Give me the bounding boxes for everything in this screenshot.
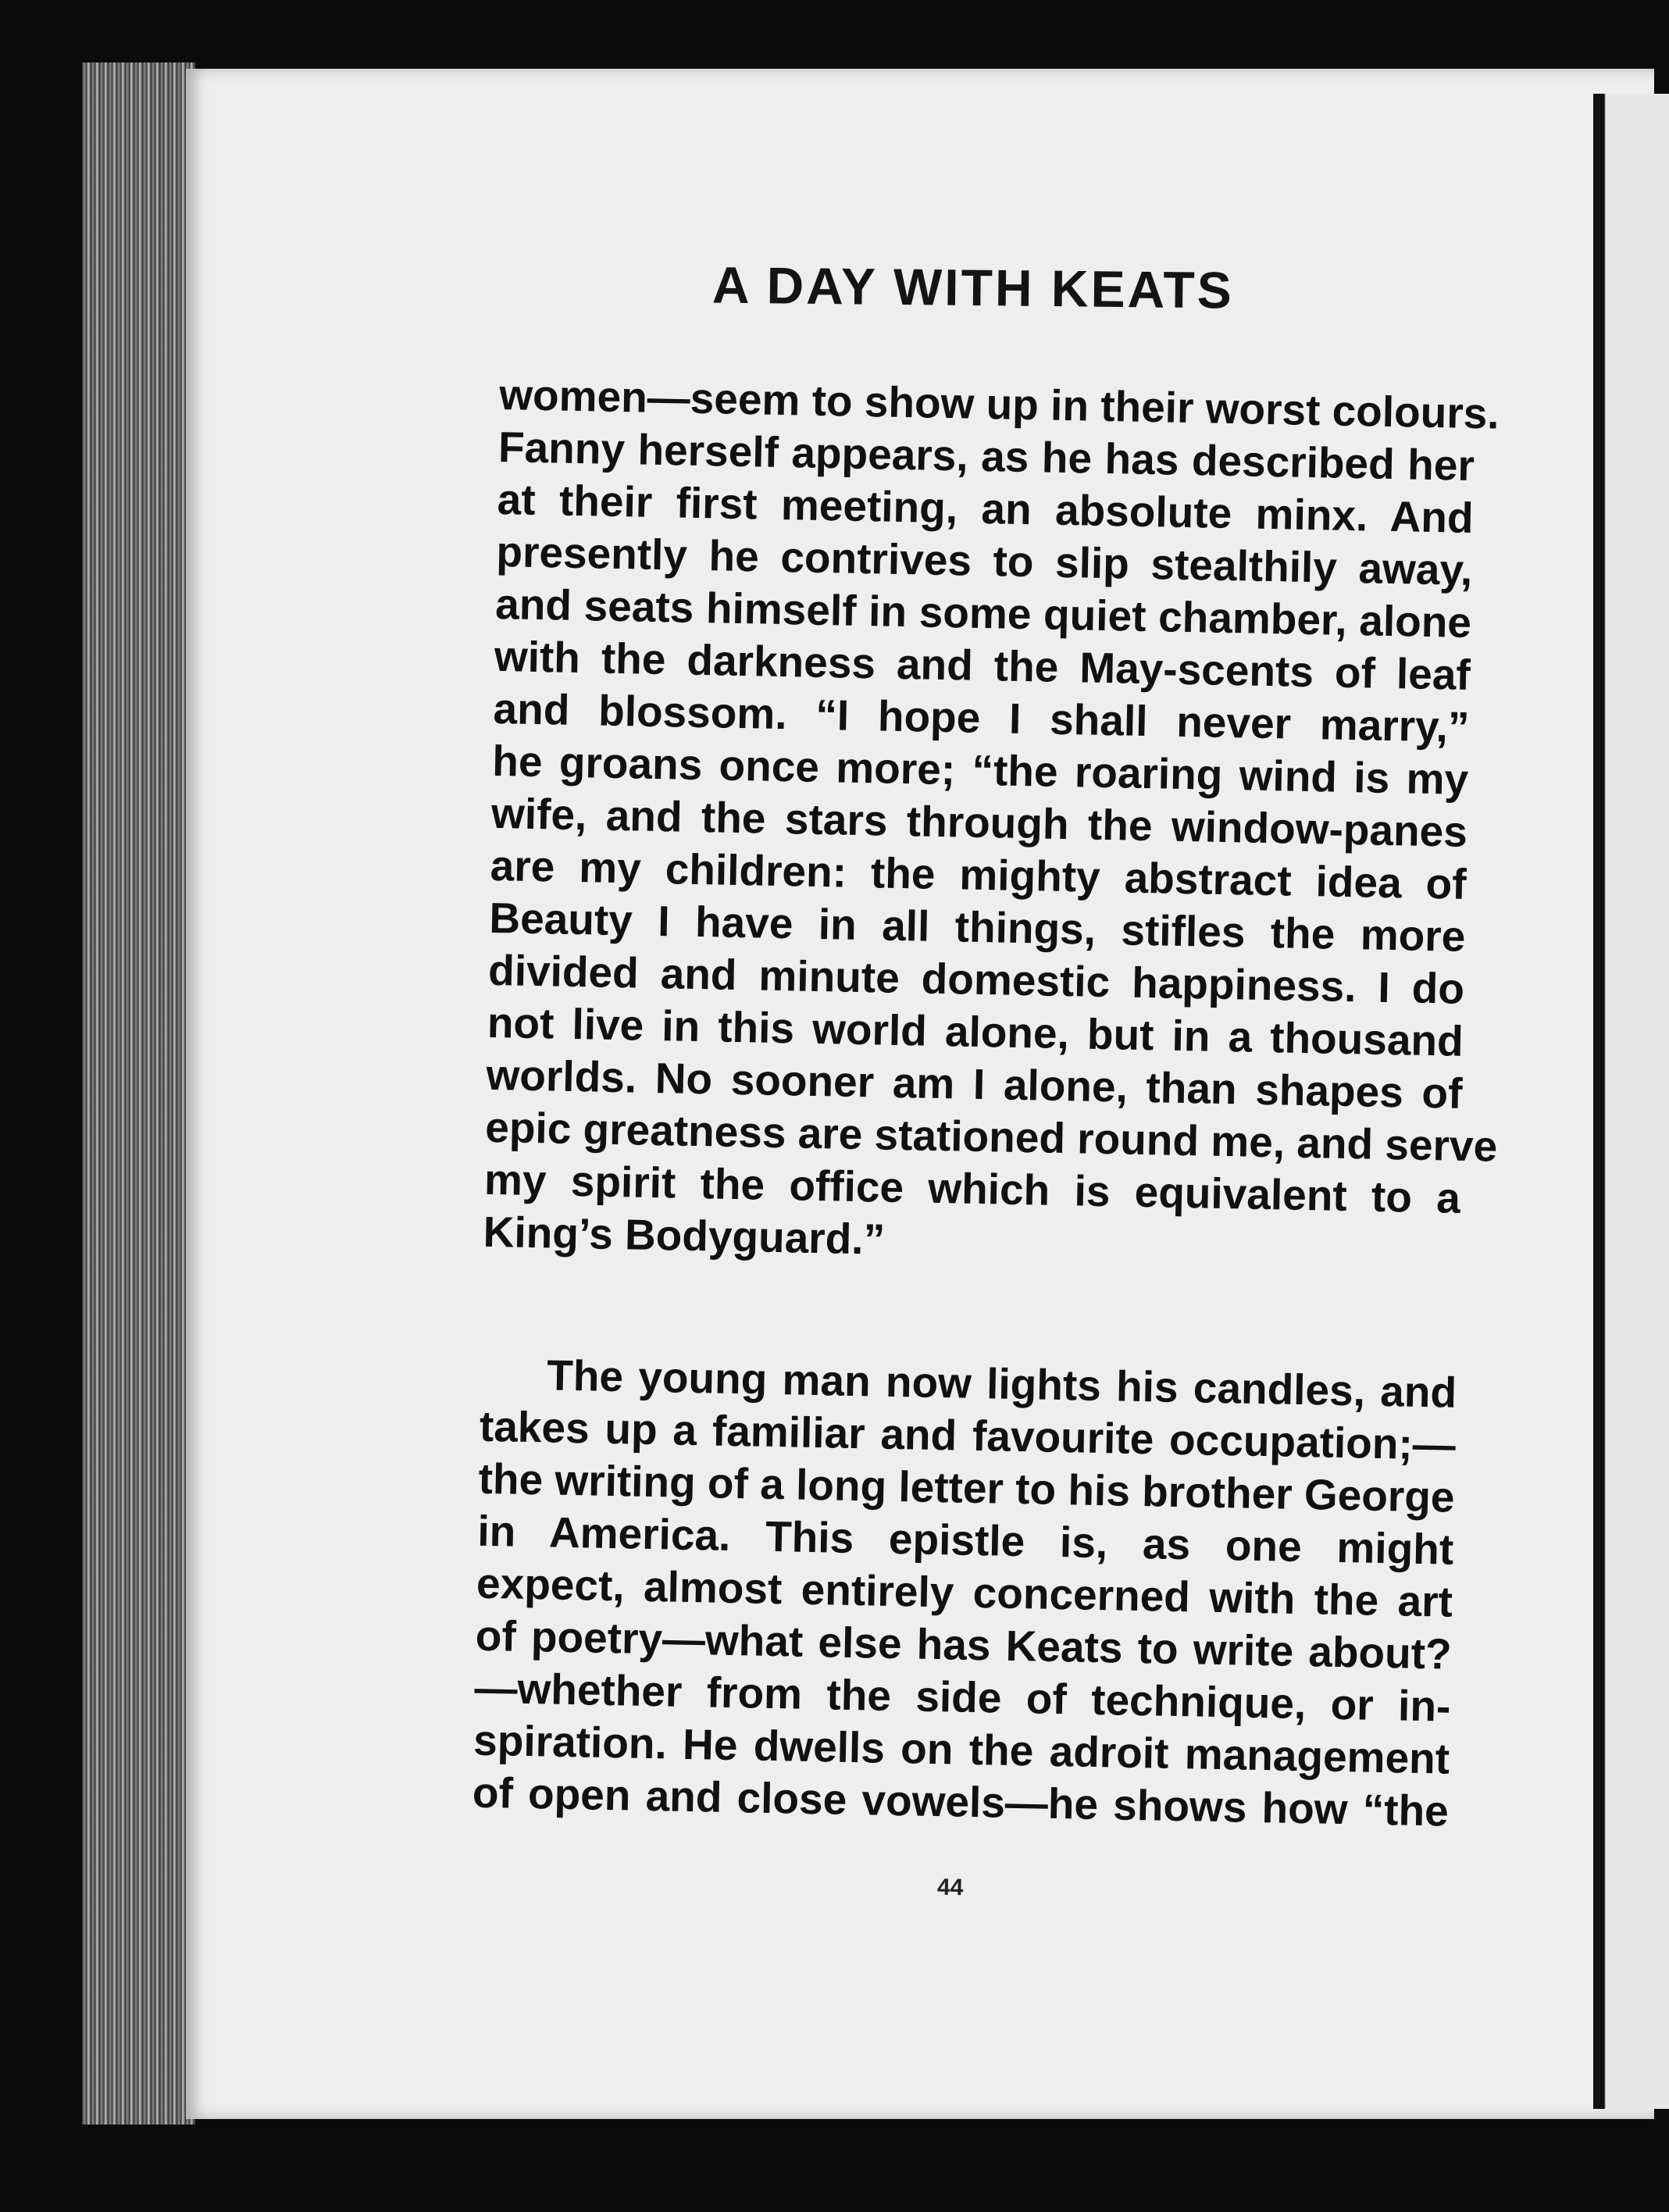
running-header: A DAY WITH KEATS [711,255,1235,319]
text-line: of open and close vowels—he shows how “the [472,1768,1450,1836]
text-line: he groans once more; “the roaring wind is my [491,736,1469,804]
text-line: —whether from the side of technique, or in- [473,1663,1451,1731]
text-line: expect, almost entirely concerned with the art [476,1558,1453,1626]
text-line: are my children: the mighty abstract idea of [490,840,1468,908]
text-line: presently he contrives to slip stealthily away, [495,526,1473,594]
text-line: my spirit the office which is equivalent to a [483,1154,1461,1222]
text-line: wife, and the stars through the window-panes [490,788,1468,856]
text-line: and blossom. “I hope I shall never marry,” [493,683,1471,751]
text-line: the writing of a long letter to his brother George [478,1454,1456,1522]
text-line: Fanny herself appears, as he has described her [497,422,1475,490]
text-line: King’s Bodyguard.” [483,1207,886,1264]
text-line: women—seem to show up in their worst colours. [498,369,1500,438]
text-line: spiration. He dwells on the adroit management [473,1715,1450,1783]
paragraph [471,1348,1457,1890]
text-line: with the darkness and the May-scents of leaf [494,631,1471,699]
paragraph [483,369,1500,1277]
text-line: not live in this world alone, but in a thousand [487,997,1464,1065]
text-line: in America. This epistle is, as one might [476,1506,1454,1574]
page-number: 44 [936,1874,964,1901]
text-line: Beauty I have in all things, stifles the more [488,893,1466,961]
text-line: divided and minute domestic happiness. I do [487,945,1465,1013]
text-line: at their first meeting, an absolute minx. And [497,474,1475,542]
text-line: takes up a familiar and favourite occupation;— [479,1401,1457,1469]
book-spine-edge [82,62,195,2125]
text-line: of poetry—what else has Keats to write about? [475,1611,1453,1679]
text-line: The young man now lights his candles, and [546,1350,1457,1417]
body-text [471,369,1500,1890]
text-line: and seats himself in some quiet chamber, alone [494,579,1472,647]
text-line: epic greatness are stationed round me, and serve [484,1102,1498,1171]
text-line: worlds. No sooner am I alone, than shapes of [486,1050,1464,1118]
facing-page-edge [1593,94,1669,2109]
